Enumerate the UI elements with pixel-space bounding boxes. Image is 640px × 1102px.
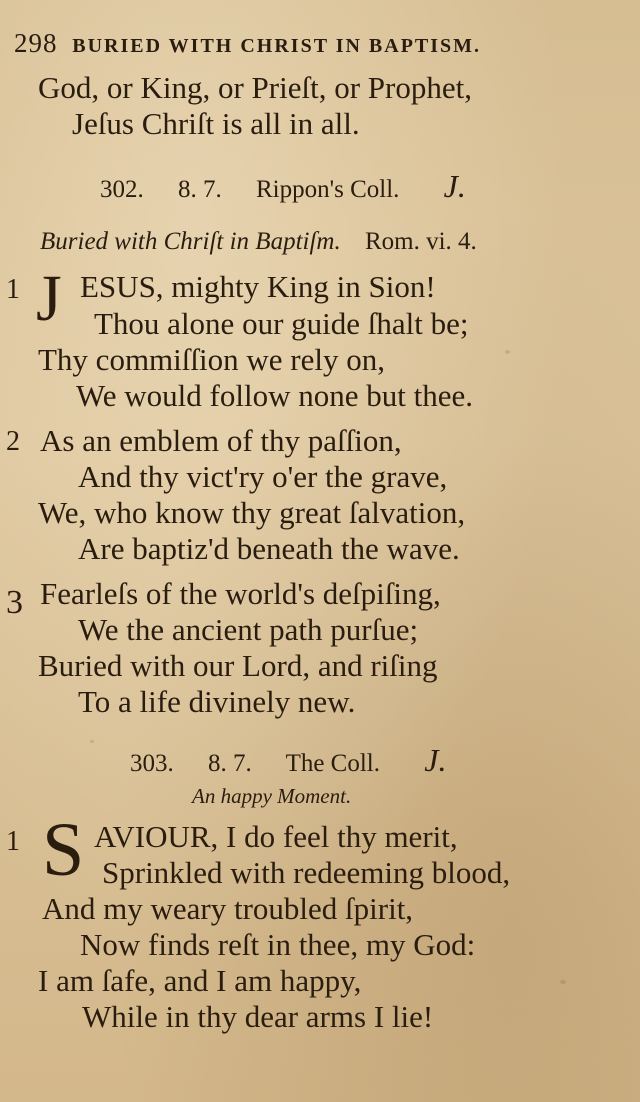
stanza-number: 3 [6,584,23,621]
hymn-number: 302. [100,176,144,203]
hymn-meter: 8. 7. [208,750,252,777]
verse-line: Are baptiz'd beneath the wave. [78,531,460,566]
verse-line: We the ancient path purſue; [78,612,419,647]
verse-line: AVIOUR, I do feel thy merit, [94,819,458,854]
hymn-heading [130,742,474,779]
verse-line: As an emblem of thy paſſion, [40,423,402,458]
hymn-number: 303. [130,750,174,777]
hymn-source: The Coll. [285,750,380,777]
verse-line: To a life divinely new. [78,684,356,719]
verse-line: We would follow none but thee. [76,378,473,413]
paper-stain [505,350,510,354]
verse-line: Fearleſs of the world's deſpiſing, [40,576,441,611]
paper-stain [90,740,94,743]
verse-line: God, or King, or Prieſt, or Prophet, [38,70,472,105]
stanza-number: 1 [6,274,20,305]
verse-line: Thou alone our guide ſhalt be; [94,306,469,341]
hymn-title-text: An happy Moment. [192,784,352,808]
verse-line: And thy vict'ry o'er the grave, [78,459,448,494]
verse-line: We, who know thy great ſalvation, [38,495,466,530]
page-number: 298 [14,28,58,58]
running-head [14,28,634,59]
stanza-number: 1 [6,826,20,857]
hymn-meter: 8. 7. [178,176,222,203]
verse-line: Thy commiſſion we rely on, [38,342,385,377]
verse-line: Now finds reſt in thee, my God: [80,927,476,962]
running-title: BURIED WITH CHRIST IN BAPTISM. [72,35,482,57]
verse-line: ESUS, mighty King in Sion! [80,269,436,304]
verse-line: While in thy dear arms I lie! [82,999,434,1034]
verse-line: I am ſafe, and I am happy, [38,963,362,998]
paper-stain [560,980,566,984]
hymn-title [40,228,477,256]
hymn-source: Rippon's Coll. [256,176,400,203]
scripture-reference: Rom. vi. 4. [364,228,477,255]
drop-cap: S [42,808,85,892]
hymn-heading [100,168,494,205]
hymn-title-text: Buried with Chriſt in Baptiſm. [40,228,341,255]
stanza-number: 2 [6,426,20,457]
verse-line: Buried with our Lord, and riſing [38,648,438,683]
verse-line: Jeſus Chriſt is all in all. [72,106,360,141]
hymn-author: J. [443,168,466,204]
drop-cap: J [36,262,62,335]
verse-line: Sprinkled with redeeming blood, [102,855,511,890]
verse-line: And my weary troubled ſpirit, [42,891,414,926]
hymn-title [192,784,369,809]
hymn-author: J. [424,742,447,778]
